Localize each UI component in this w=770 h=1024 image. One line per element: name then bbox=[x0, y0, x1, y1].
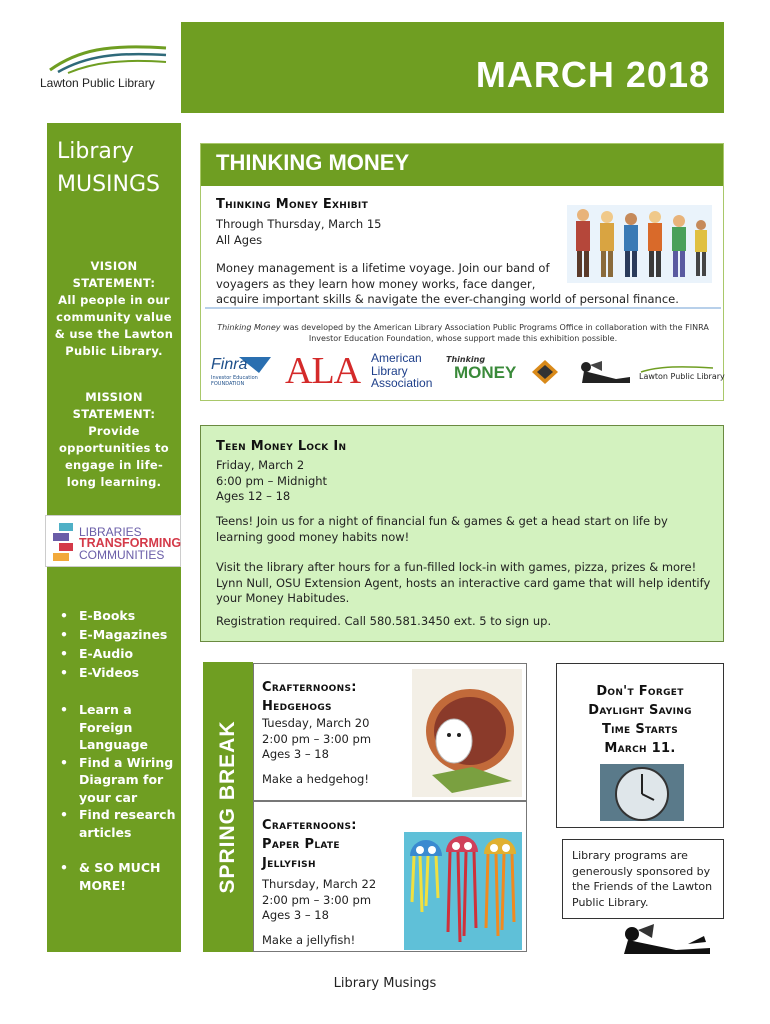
craft-title-line: Paper Plate bbox=[262, 837, 340, 852]
teen-paragraph: Teens! Join us for a night of financial fun & games & get a head start on life by learning good money habits now! bbox=[216, 514, 668, 544]
ala-logo bbox=[285, 351, 435, 391]
craft-date: Thursday, March 22 bbox=[262, 877, 377, 891]
list-item[interactable]: • E-Magazines bbox=[55, 625, 167, 644]
ltc-line2: TRANSFORMING bbox=[79, 536, 182, 550]
list-item[interactable]: • Learn a Foreign Language bbox=[55, 701, 179, 754]
thinking-money-header bbox=[201, 144, 723, 186]
description-line: voyagers as they learn how money works, face danger, bbox=[216, 276, 536, 291]
credit-italic: Thinking Money bbox=[217, 323, 281, 332]
sidebar-title-line1: Library bbox=[57, 139, 134, 164]
list-item[interactable]: • E-Audio bbox=[55, 644, 167, 663]
ltc-line3: COMMUNITIES bbox=[79, 548, 165, 562]
sponsor-box bbox=[562, 839, 724, 919]
exhibit-date-line: Through Thursday, March 15 bbox=[216, 217, 382, 231]
sidebar-title-line2: MUSINGS bbox=[57, 172, 161, 197]
vision-block bbox=[47, 258, 181, 360]
description-line: Money management is a lifetime voyage. Join our band of bbox=[216, 261, 550, 275]
exhibit-credit bbox=[213, 322, 713, 344]
page-footer: Library Musings bbox=[333, 976, 437, 991]
thinking-money-section bbox=[200, 143, 724, 401]
craft-title-line: Hedgehogs bbox=[262, 699, 332, 714]
hedgehog-craft-box bbox=[253, 663, 527, 801]
thinking-money-logo bbox=[446, 355, 516, 387]
month-banner bbox=[181, 22, 724, 113]
credit-text: was developed by the American Library Association Public Programs Office in collaboration with the FINRA Investor Education Foundation, whose support made this exhibition possible. bbox=[280, 323, 709, 343]
reading-child-icon bbox=[618, 920, 714, 958]
description-line: acquire important skills & navigate the ever-changing world of personal finance. bbox=[216, 292, 679, 306]
list-item[interactable]: • Find research articles bbox=[55, 806, 179, 841]
daylight-saving-box bbox=[556, 663, 724, 828]
ala-name-line: Library bbox=[371, 363, 408, 378]
jellyfish-craft-photo bbox=[404, 832, 522, 950]
finra-subtext: Investor Education FOUNDATION bbox=[211, 375, 258, 387]
hedgehog-craft-title bbox=[262, 678, 402, 716]
exhibit-dates bbox=[216, 217, 382, 248]
jellyfish-craft-make: Make a jellyfish! bbox=[262, 933, 356, 947]
craft-title-line: Crafternoons: bbox=[262, 818, 357, 833]
daylight-saving-title bbox=[557, 682, 723, 758]
mission-block bbox=[47, 389, 181, 491]
jellyfish-craft-box bbox=[253, 801, 527, 952]
craft-time: 2:00 pm – 3:00 pm bbox=[262, 892, 372, 907]
list-item: • & SO MUCH MORE! bbox=[55, 859, 179, 894]
finra-logo bbox=[209, 353, 273, 389]
sponsor-logos bbox=[201, 347, 723, 397]
libraries-transforming-communities-logo[interactable] bbox=[45, 515, 181, 567]
exhibit-characters-illustration bbox=[567, 205, 712, 283]
library-logo bbox=[40, 40, 185, 110]
sidebar-title bbox=[57, 135, 160, 201]
e-resources-list bbox=[55, 606, 167, 682]
clock-icon bbox=[600, 764, 684, 821]
teen-lockin-title: Teen Money Lock In bbox=[216, 439, 347, 454]
ala-letters: ALA bbox=[285, 350, 361, 392]
teen-ages: Ages 12 – 18 bbox=[216, 489, 291, 503]
teen-date: Friday, March 2 bbox=[216, 458, 305, 472]
finra-text: Finra bbox=[211, 356, 248, 373]
craft-time: 2:00 pm – 3:00 pm bbox=[262, 731, 372, 746]
ala-name bbox=[371, 352, 432, 390]
lpl-text: Lawton Public Library bbox=[639, 372, 725, 381]
thinking-text: Thinking bbox=[446, 355, 486, 364]
exhibit-title: Thinking Money Exhibit bbox=[216, 197, 369, 212]
craft-title-line: Crafternoons: bbox=[262, 680, 357, 695]
lpl-logo bbox=[639, 365, 725, 385]
reading-person-icon bbox=[576, 359, 632, 385]
teen-lockin-details bbox=[216, 458, 327, 505]
teen-time: 6:00 pm – Midnight bbox=[216, 473, 328, 488]
wave-logo-icon bbox=[48, 40, 168, 74]
jellyfish-craft-details bbox=[262, 877, 376, 924]
ala-name-line: American bbox=[371, 351, 422, 365]
hedgehog-craft-photo bbox=[412, 669, 522, 797]
vision-heading: VISION STATEMENT: bbox=[72, 259, 156, 290]
dst-line: Don't Forget bbox=[596, 684, 684, 699]
hedgehog-craft-make: Make a hedgehog! bbox=[262, 772, 369, 786]
month-title: MARCH 2018 bbox=[475, 54, 710, 95]
ltc-emblem-icon bbox=[49, 521, 79, 563]
craft-title-line: Jellyfish bbox=[262, 856, 316, 871]
more-list bbox=[55, 859, 179, 894]
sponsor-text: Library programs are generously sponsored by the Friends of the Lawton Public Library. bbox=[572, 849, 713, 909]
dst-line: Time Starts bbox=[601, 722, 679, 737]
list-item[interactable]: • E-Videos bbox=[55, 663, 167, 682]
teen-paragraph: Visit the library after hours for a fun-filled lock-in with games, pizza, prizes & more! Lynn Null, OSU Extension Agent, hosts an interactive card game that will help identify your Money Habitudes. bbox=[216, 560, 711, 605]
money-text: MONEY bbox=[454, 363, 517, 382]
dst-line: Daylight Saving bbox=[588, 703, 692, 718]
thinking-money-heading: THINKING MONEY bbox=[216, 150, 410, 175]
teen-registration: Registration required. Call 580.581.3450 ext. 5 to sign up. bbox=[216, 614, 552, 628]
library-name: Lawton Public Library bbox=[40, 76, 155, 90]
teen-lockin-section bbox=[200, 425, 724, 642]
list-item[interactable]: • E-Books bbox=[55, 606, 167, 625]
mission-text: Provide opportunities to engage in life-long learning. bbox=[58, 424, 170, 489]
ltc-line1: LIBRARIES bbox=[79, 525, 142, 539]
sidebar bbox=[47, 123, 181, 952]
research-list bbox=[55, 701, 179, 841]
spring-break-bar bbox=[203, 662, 253, 952]
jellyfish-craft-title bbox=[262, 816, 402, 873]
spring-break-label: SPRING BREAK bbox=[216, 720, 239, 894]
list-item[interactable]: • Find a Wiring Diagram for your car bbox=[55, 754, 179, 807]
hedgehog-craft-details bbox=[262, 716, 371, 763]
dst-line: March 11. bbox=[604, 741, 676, 756]
mission-heading: MISSION STATEMENT: bbox=[72, 390, 156, 421]
exhibit-ages: All Ages bbox=[216, 232, 263, 247]
craft-date: Tuesday, March 20 bbox=[262, 716, 370, 730]
oklahoma-badge-icon bbox=[531, 359, 559, 385]
craft-ages: Ages 3 – 18 bbox=[262, 747, 329, 761]
craft-ages: Ages 3 – 18 bbox=[262, 908, 329, 922]
vision-text: All people in our community value & use the Lawton Public Library. bbox=[54, 293, 174, 358]
ala-name-line: Association bbox=[371, 376, 433, 390]
section-divider bbox=[205, 307, 721, 309]
